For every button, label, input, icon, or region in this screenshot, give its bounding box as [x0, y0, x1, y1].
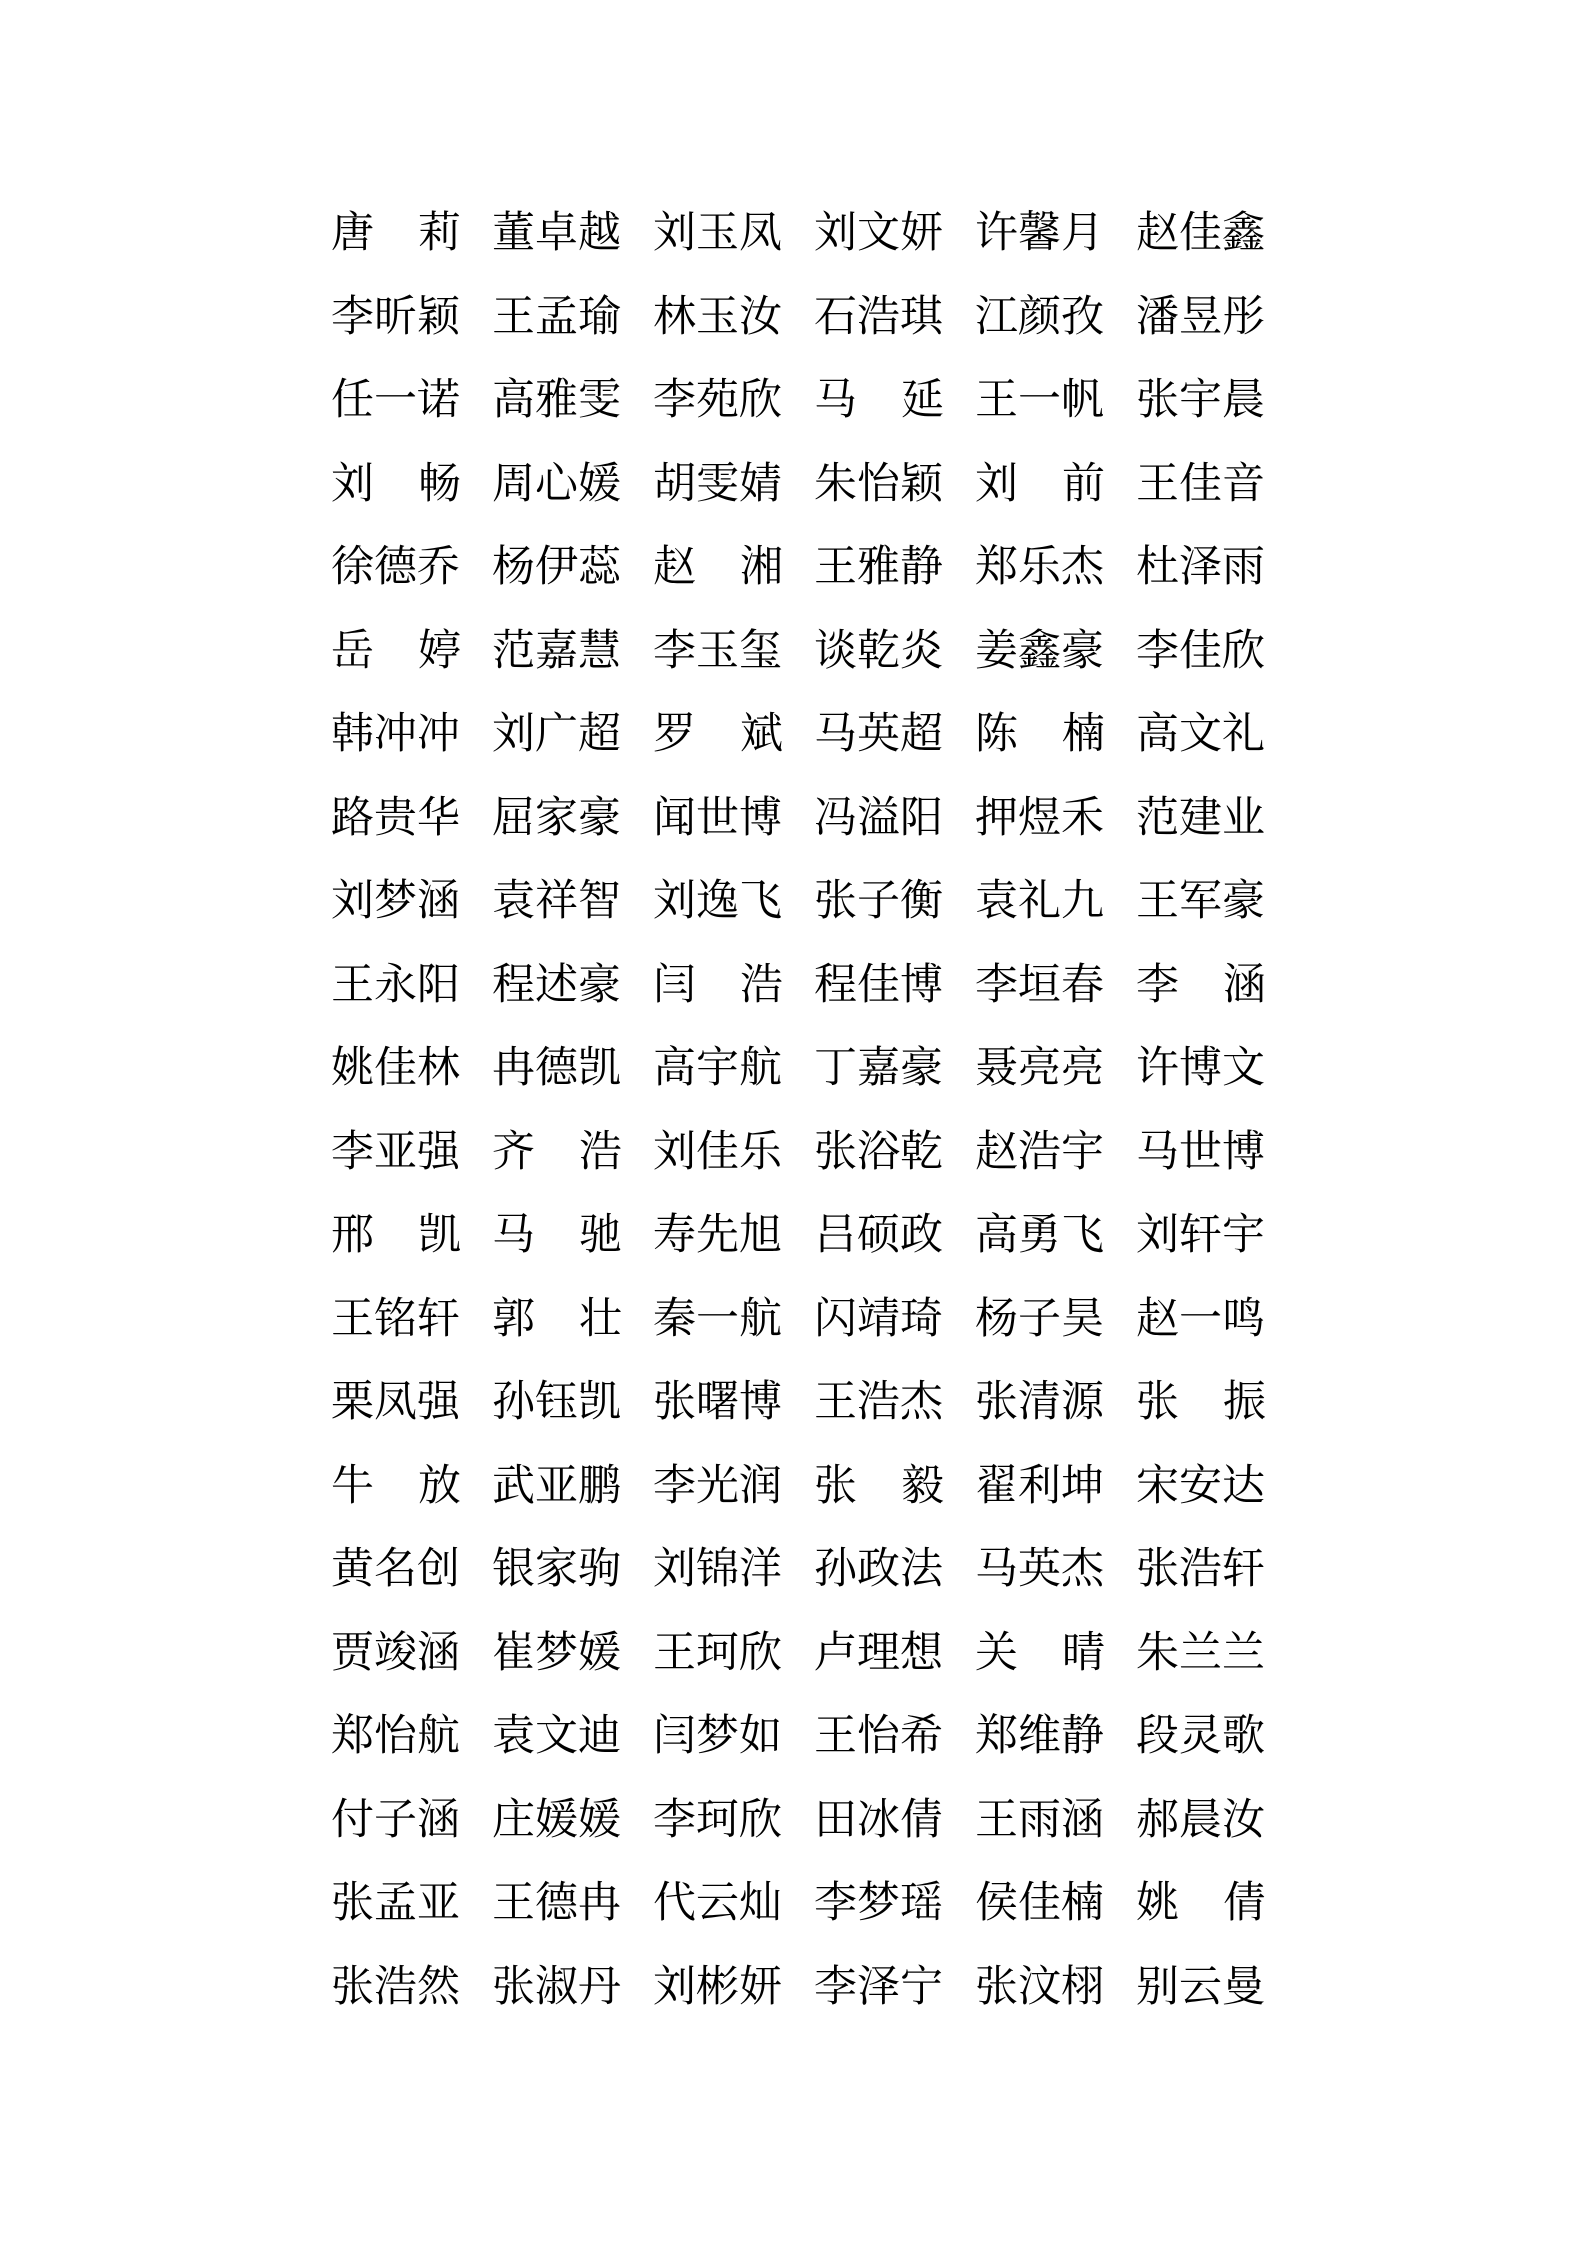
- name-entry: 李佳欣: [1136, 625, 1265, 676]
- name-entry: 刘逸飞: [653, 876, 782, 926]
- name-entry: 王佳音: [1136, 458, 1265, 509]
- name-entry: 江颜孜: [975, 291, 1104, 342]
- name-entry: 许博文: [1136, 1043, 1265, 1093]
- name-entry: 王铭轩: [331, 1293, 460, 1344]
- name-entry: 张子衡: [814, 876, 943, 926]
- name-entry: 别云曼: [1136, 1961, 1265, 2012]
- name-entry: 冯溢阳: [814, 792, 943, 843]
- name-entry: 张宇晨: [1136, 375, 1265, 425]
- name-entry: 石浩琪: [814, 291, 943, 342]
- name-entry: 王孟瑜: [492, 291, 621, 342]
- name-entry: 任一诺: [331, 375, 460, 425]
- name-entry: 高宇航: [653, 1043, 782, 1093]
- name-entry: 袁文迪: [492, 1711, 621, 1761]
- name-entry: 高勇飞: [975, 1210, 1104, 1260]
- name-entry: 郑乐杰: [975, 542, 1104, 592]
- name-entry: 张浩然: [331, 1961, 460, 2012]
- name-entry: 崔梦媛: [492, 1627, 621, 1678]
- name-entry: 押煜禾: [975, 792, 1104, 843]
- name-entry: 武亚鹏: [492, 1460, 621, 1511]
- name-entry: 路贵华: [331, 792, 460, 843]
- name-entry: 秦一航: [653, 1293, 782, 1344]
- name-entry: 张曙博: [653, 1377, 782, 1427]
- name-entry: 侯佳楠: [975, 1878, 1104, 1928]
- name-entry: 王雅静: [814, 542, 943, 592]
- name-entry: 谈乾炎: [814, 625, 943, 676]
- name-entry: 罗 斌: [653, 709, 783, 759]
- name-entry: 李亚强: [331, 1126, 460, 1177]
- name-entry: 胡雯婧: [653, 458, 782, 509]
- name-entry: 杨子昊: [975, 1293, 1104, 1344]
- name-entry: 刘玉凤: [653, 208, 782, 258]
- name-entry: 范嘉慧: [492, 625, 621, 676]
- name-entry: 高雅雯: [492, 375, 621, 425]
- name-entry: 刘 畅: [331, 458, 461, 509]
- name-entry: 屈家豪: [492, 792, 621, 843]
- name-entry: 牛 放: [331, 1460, 461, 1511]
- name-entry: 张浩轩: [1136, 1544, 1265, 1594]
- name-entry: 郭 壮: [492, 1293, 622, 1344]
- name-entry: 翟利坤: [975, 1460, 1104, 1511]
- name-entry: 岳 婷: [331, 625, 461, 676]
- name-entry: 马 延: [814, 375, 944, 425]
- name-entry: 刘梦涵: [331, 876, 460, 926]
- name-entry: 庄媛媛: [492, 1794, 621, 1845]
- name-entry: 关 晴: [975, 1627, 1105, 1678]
- name-entry: 李玉玺: [653, 625, 782, 676]
- name-entry: 郑维静: [975, 1711, 1104, 1761]
- name-entry: 闫梦如: [653, 1711, 782, 1761]
- name-entry: 赵佳鑫: [1136, 208, 1265, 258]
- name-entry: 闪靖琦: [814, 1293, 943, 1344]
- name-entry: 闻世博: [653, 792, 782, 843]
- name-entry: 李珂欣: [653, 1794, 782, 1845]
- name-entry: 李 涵: [1136, 959, 1266, 1010]
- name-entry: 郝晨汝: [1136, 1794, 1265, 1845]
- name-entry: 宋安达: [1136, 1460, 1265, 1511]
- name-entry: 刘轩宇: [1136, 1210, 1265, 1260]
- name-entry: 陈 楠: [975, 709, 1105, 759]
- name-entry: 刘彬妍: [653, 1961, 782, 2012]
- name-entry: 董卓越: [492, 208, 621, 258]
- name-entry: 聂亮亮: [975, 1043, 1104, 1093]
- name-entry: 许馨月: [975, 208, 1104, 258]
- name-entry: 王永阳: [331, 959, 460, 1010]
- name-entry: 韩冲冲: [331, 709, 460, 759]
- name-entry: 姚 倩: [1136, 1878, 1266, 1928]
- name-entry: 刘锦洋: [653, 1544, 782, 1594]
- name-entry: 李苑欣: [653, 375, 782, 425]
- name-entry: 杜泽雨: [1136, 542, 1265, 592]
- name-entry: 张汶栩: [975, 1961, 1104, 2012]
- name-entry: 马英杰: [975, 1544, 1104, 1594]
- name-entry: 朱兰兰: [1136, 1627, 1265, 1678]
- name-entry: 程述豪: [492, 959, 621, 1010]
- name-entry: 王怡希: [814, 1711, 943, 1761]
- name-entry: 李梦瑶: [814, 1878, 943, 1928]
- name-entry: 王雨涵: [975, 1794, 1104, 1845]
- name-entry: 高文礼: [1136, 709, 1265, 759]
- name-entry: 王珂欣: [653, 1627, 782, 1678]
- name-entry: 闫 浩: [653, 959, 783, 1010]
- name-entry: 代云灿: [653, 1878, 782, 1928]
- name-entry: 马 驰: [492, 1210, 622, 1260]
- name-entry: 栗凤强: [331, 1377, 460, 1427]
- name-entry: 林玉汝: [653, 291, 782, 342]
- name-entry: 邢 凯: [331, 1210, 461, 1260]
- name-entry: 赵一鸣: [1136, 1293, 1265, 1344]
- name-entry: 徐德乔: [331, 542, 460, 592]
- name-entry: 寿先旭: [653, 1210, 782, 1260]
- name-entry: 郑怡航: [331, 1711, 460, 1761]
- name-entry: 卢理想: [814, 1627, 943, 1678]
- name-entry: 齐 浩: [492, 1126, 622, 1177]
- name-entry: 赵浩宇: [975, 1126, 1104, 1177]
- name-entry: 袁祥智: [492, 876, 621, 926]
- name-entry: 田冰倩: [814, 1794, 943, 1845]
- name-entry: 张孟亚: [331, 1878, 460, 1928]
- name-entry: 朱怡颖: [814, 458, 943, 509]
- name-entry: 王浩杰: [814, 1377, 943, 1427]
- name-entry: 潘昱彤: [1136, 291, 1265, 342]
- name-entry: 刘广超: [492, 709, 621, 759]
- name-entry: 张浴乾: [814, 1126, 943, 1177]
- name-entry: 杨伊蕊: [492, 542, 621, 592]
- name-entry: 李光润: [653, 1460, 782, 1511]
- name-entry: 孙政法: [814, 1544, 943, 1594]
- name-entry: 张 毅: [814, 1460, 944, 1511]
- name-entry: 姜鑫豪: [975, 625, 1104, 676]
- name-entry: 王一帆: [975, 375, 1104, 425]
- name-entry: 银家驹: [492, 1544, 621, 1594]
- name-entry: 李泽宁: [814, 1961, 943, 2012]
- name-entry: 姚佳林: [331, 1043, 460, 1093]
- name-entry: 王德冉: [492, 1878, 621, 1928]
- name-entry: 刘佳乐: [653, 1126, 782, 1177]
- name-entry: 孙钰凯: [492, 1377, 621, 1427]
- name-entry: 张 振: [1136, 1377, 1266, 1427]
- name-entry: 马英超: [814, 709, 943, 759]
- name-entry: 范建业: [1136, 792, 1265, 843]
- name-entry: 张清源: [975, 1377, 1104, 1427]
- name-entry: 程佳博: [814, 959, 943, 1010]
- name-entry: 李垣春: [975, 959, 1104, 1010]
- name-entry: 张淑丹: [492, 1961, 621, 2012]
- name-entry: 赵 湘: [653, 542, 783, 592]
- name-entry: 李昕颖: [331, 291, 460, 342]
- name-entry: 刘文妍: [814, 208, 943, 258]
- name-list: [331, 201, 1266, 2038]
- name-entry: 吕硕政: [814, 1210, 943, 1260]
- name-entry: 马世博: [1136, 1126, 1265, 1177]
- name-entry: 段灵歌: [1136, 1711, 1265, 1761]
- name-entry: 丁嘉豪: [814, 1043, 943, 1093]
- name-entry: 袁礼九: [975, 876, 1104, 926]
- name-entry: 冉德凯: [492, 1043, 621, 1093]
- name-entry: 付子涵: [331, 1794, 460, 1845]
- name-entry: 刘 前: [975, 458, 1105, 509]
- name-entry: 贾竣涵: [331, 1627, 460, 1678]
- name-entry: 周心媛: [492, 458, 621, 509]
- name-entry: 王军豪: [1136, 876, 1265, 926]
- name-entry: 黄名创: [331, 1544, 460, 1594]
- name-entry: 唐 莉: [331, 208, 461, 258]
